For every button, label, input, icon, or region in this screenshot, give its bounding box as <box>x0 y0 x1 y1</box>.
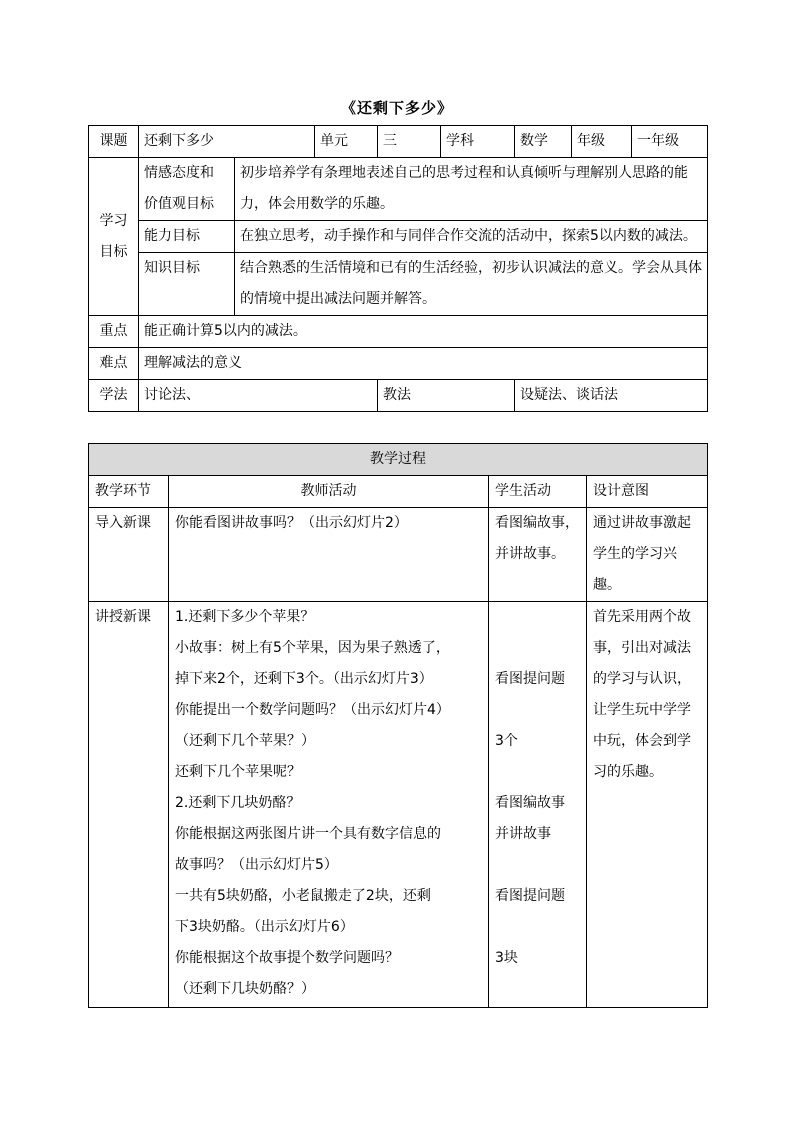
objective-text: 初步培养学有条理地表述自己的思考过程和认真倾听与理解别人思路的能力，体会用数学的乐趣。 <box>235 158 708 221</box>
col-student-header: 学生活动 <box>489 476 587 508</box>
teaching-process-table <box>88 443 708 1008</box>
teacher-line: 下3块奶酪。（出示幻灯片6） <box>175 919 354 935</box>
study-method-value: 讨论法、 <box>139 380 378 412</box>
objective-name-line1: 情感态度和 <box>144 165 214 181</box>
lesson-info-table <box>88 125 708 412</box>
student-line <box>495 757 580 788</box>
objectives-label-line2: 目标 <box>99 243 128 260</box>
intro-row <box>89 508 708 602</box>
key-point-row <box>89 316 708 348</box>
study-method-label: 学法 <box>89 380 139 412</box>
subject-label: 学科 <box>441 126 515 158</box>
objective-row-knowledge <box>89 253 708 316</box>
col-stage-header: 教学环节 <box>89 476 169 508</box>
lesson-row <box>89 602 708 1008</box>
grade-label: 年级 <box>572 126 632 158</box>
subject-value: 数学 <box>515 126 572 158</box>
objective-text: 结合熟悉的生活情境和已有的生活经验，初步认识减法的意义。学会从具体的情境中提出减法问题并解答。 <box>235 253 708 316</box>
teacher-line: 1.还剩下多少个苹果？ <box>175 609 315 625</box>
difficulty-label: 难点 <box>89 348 139 380</box>
document-title: 《还剩下多少》 <box>340 99 453 117</box>
student-line <box>495 633 580 664</box>
process-header-row <box>89 476 708 508</box>
teacher-line: 还剩下几个苹果呢？ <box>175 764 301 780</box>
teacher-line: 故事吗？（出示幻灯片5） <box>175 857 338 873</box>
student-line: 3块 <box>495 950 518 966</box>
intro-stage: 导入新课 <box>89 508 169 602</box>
student-line: 看图提问题 <box>495 888 565 904</box>
student-line <box>495 912 580 943</box>
teacher-line: 掉下来2个，还剩下3个。（出示幻灯片3） <box>175 671 433 687</box>
key-point-label: 重点 <box>89 316 139 348</box>
objectives-label <box>89 158 139 316</box>
objective-row-ability <box>89 221 708 253</box>
teacher-line: （还剩下几个苹果？） <box>175 733 315 749</box>
teach-method-label: 教法 <box>378 380 515 412</box>
course-value: 还剩下多少 <box>139 126 315 158</box>
lesson-stage: 讲授新课 <box>89 602 169 1008</box>
process-section-title: 教学过程 <box>89 444 708 476</box>
col-design-header: 设计意图 <box>587 476 708 508</box>
col-teacher-header: 教师活动 <box>169 476 489 508</box>
process-section-row <box>89 444 708 476</box>
difficulty-value: 理解减法的意义 <box>139 348 708 380</box>
lesson-teacher <box>169 602 489 1008</box>
objectives-label-line1: 学习 <box>99 212 128 229</box>
student-line: 3个 <box>495 733 518 749</box>
objective-name <box>139 158 235 221</box>
lesson-design: 首先采用两个故事，引出对减法的学习与认识，让学生玩中学学中玩，体会到学习的乐趣。 <box>587 602 708 1008</box>
student-line: 看图编故事 <box>495 795 565 811</box>
student-line <box>495 695 580 726</box>
intro-design: 通过讲故事激起学生的学习兴趣。 <box>587 508 708 602</box>
objective-name: 能力目标 <box>139 221 235 253</box>
student-line: 并讲故事 <box>495 826 551 842</box>
lesson-student <box>489 602 587 1008</box>
teacher-line: 2.还剩下几块奶酪？ <box>175 795 301 811</box>
student-line <box>495 602 580 633</box>
student-line <box>495 974 580 1005</box>
teacher-line: （还剩下几块奶酪？） <box>175 981 315 997</box>
student-line: 看图提问题 <box>495 671 565 687</box>
teacher-line: 你能提出一个数学问题吗？（出示幻灯片4） <box>175 702 450 718</box>
grade-value: 一年级 <box>632 126 708 158</box>
unit-label: 单元 <box>315 126 378 158</box>
teacher-line: 一共有5块奶酪，小老鼠搬走了2块，还剩 <box>175 888 431 904</box>
objective-text: 在独立思考，动手操作和与同伴合作交流的活动中，探索5以内数的减法。 <box>235 221 708 253</box>
course-row <box>89 126 708 158</box>
intro-student: 看图编故事，并讲故事。 <box>489 508 587 602</box>
difficulty-row <box>89 348 708 380</box>
intro-teacher: 你能看图讲故事吗？（出示幻灯片2） <box>169 508 489 602</box>
objective-name: 知识目标 <box>139 253 235 316</box>
methods-row <box>89 380 708 412</box>
course-label: 课题 <box>89 126 139 158</box>
unit-value: 三 <box>378 126 441 158</box>
teacher-line: 你能根据这两张图片讲一个具有数字信息的 <box>175 826 441 842</box>
teacher-line: 小故事：树上有5个苹果，因为果子熟透了， <box>175 640 450 656</box>
key-point-value: 能正确计算5以内的减法。 <box>139 316 708 348</box>
teach-method-value: 设疑法、谈话法 <box>515 380 708 412</box>
teacher-line: 你能根据这个故事提个数学问题吗？ <box>175 950 399 966</box>
objective-name-line2: 价值观目标 <box>144 196 214 212</box>
objective-row-affective <box>89 158 708 221</box>
student-line <box>495 850 580 881</box>
